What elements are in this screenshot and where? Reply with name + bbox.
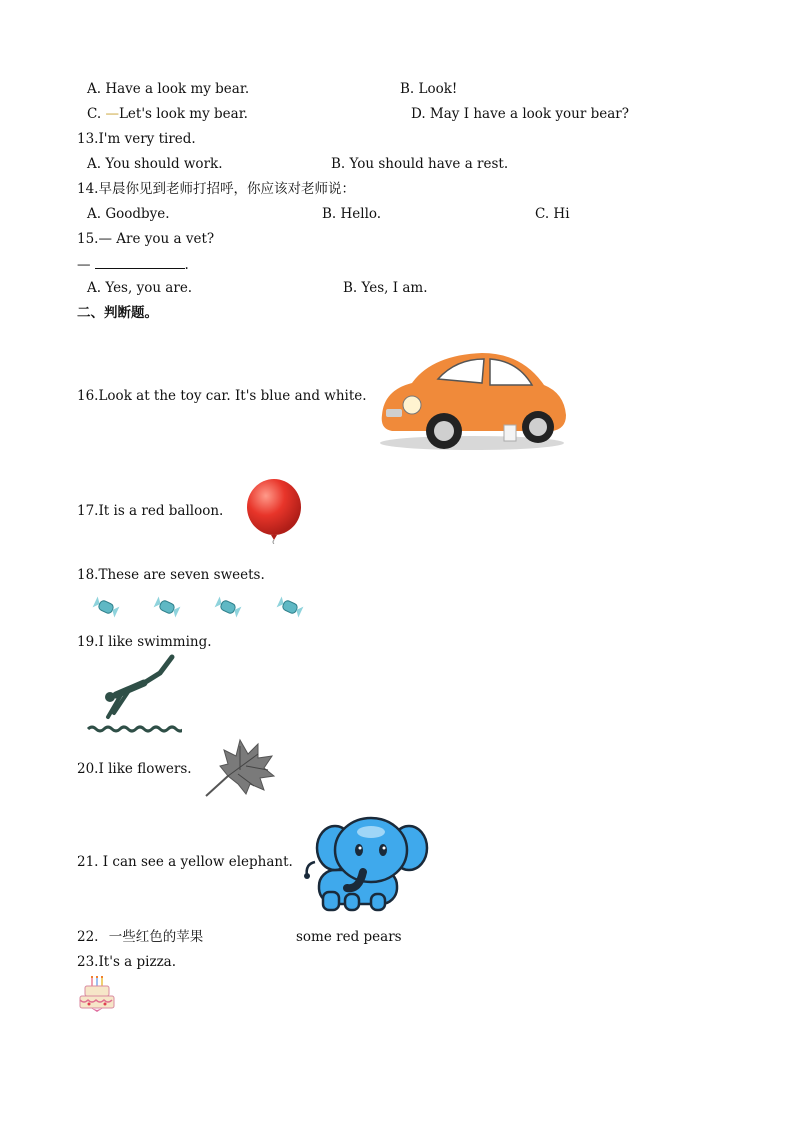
q13-option-a: A. You should work. [87,156,223,172]
q14-option-a: A. Goodbye. [87,206,170,222]
q21-text: 21. I can see a yellow elephant. [77,854,293,870]
q15-answer-suffix: . [184,257,189,273]
q12-option-c [87,106,248,122]
q22-number: 22. [77,929,99,945]
q12-option-c-text: Let's look my bear. [118,106,248,122]
q14-stem: 14.早晨你见到老师打招呼，你应该对老师说： [77,181,355,197]
candy-icon [214,595,242,619]
q14-option-b: B. Hello. [322,206,382,222]
leaf-image [202,736,276,798]
section-heading: 二、判断题。 [77,305,158,321]
q15-option-b: B. Yes, I am. [343,280,428,296]
toy-car-image [372,345,572,453]
q12-option-d: D. May I have a look your bear? [411,106,629,122]
q23-text: 23.It's a pizza. [77,954,177,970]
q15-option-a: A. Yes, you are. [87,280,193,296]
q19-text: 19.I like swimming. [77,634,212,650]
elephant-image [301,812,431,916]
q13-stem: 13.I'm very tired. [77,131,196,147]
q15-answer-line [77,256,189,273]
swimmer-icon [86,653,182,737]
candy-icon [276,595,304,619]
q12-option-c-prefix: C. [87,106,106,122]
q14-option-c: C. Hi [535,206,570,222]
candy-icon [92,595,120,619]
q22-english: some red pears [296,929,402,945]
q15-answer-prefix: — [77,257,91,273]
red-balloon-image [244,478,304,544]
q12-option-c-dash: — [105,106,119,122]
q17-text: 17.It is a red balloon. [77,503,224,519]
q18-text: 18.These are seven sweets. [77,567,265,583]
candy-icon [153,595,181,619]
q22-chinese: 一些红色的苹果 [108,929,204,945]
q16-text: 16.Look at the toy car. It's blue and white. [77,388,367,404]
q12-option-a: A. Have a look my bear. [87,81,250,97]
q15-stem: 15.— Are you a vet? [77,231,215,247]
q13-option-b: B. You should have a rest. [331,156,509,172]
q22-line [77,929,203,945]
answer-blank [95,256,185,269]
birthday-cake-icon [77,976,117,1014]
q20-text: 20.I like flowers. [77,761,192,777]
q12-option-b: B. Look! [400,81,458,97]
